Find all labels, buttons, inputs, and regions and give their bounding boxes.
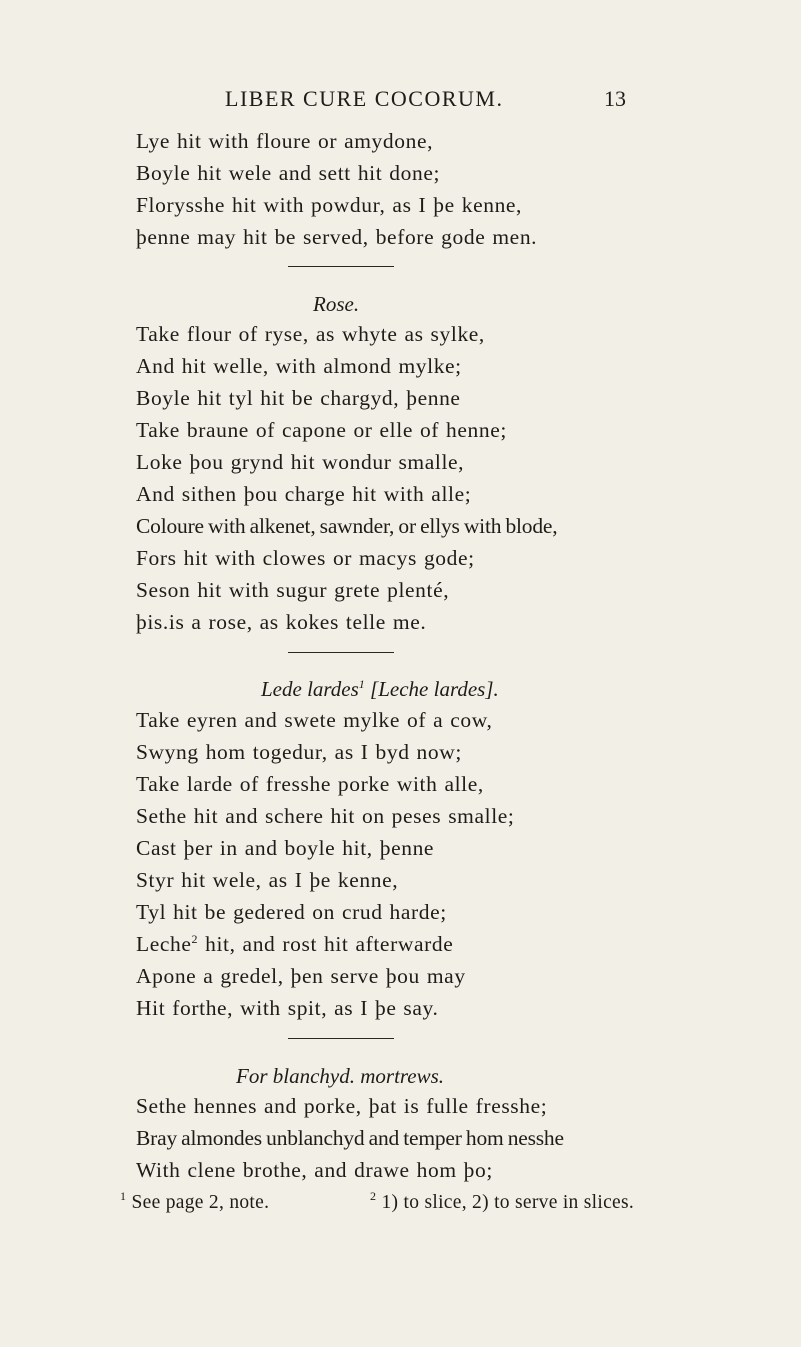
section-divider (288, 1038, 394, 1039)
footnote-text: See page 2, note. (131, 1192, 270, 1213)
section-divider (288, 652, 394, 653)
verse-line: Apone a gredel, þen serve þou may (136, 964, 466, 988)
verse-line: Sethe hennes and porke, þat is fulle fresshe; (136, 1094, 548, 1118)
verse-line-rest: hit, and rost hit afterwarde (198, 932, 454, 956)
running-title: LIBER CURE COCORUM. (225, 86, 504, 111)
verse-line: Take flour of ryse, as whyte as sylke, (136, 322, 485, 346)
verse-line: Take braune of capone or elle of henne; (136, 418, 507, 442)
verse-line (136, 932, 453, 957)
verse-line: Bray almondes unblanchyd and temper hom nesshe (136, 1126, 564, 1150)
verse-line: Fors hit with clowes or macys gode; (136, 546, 475, 570)
footnote-marker: 2 (370, 1189, 377, 1203)
footnote-1 (120, 1189, 270, 1214)
page-number: 13 (604, 86, 626, 111)
footnote-text: 1) to slice, 2) to serve in slices. (381, 1192, 635, 1213)
recipe-heading-lede-lardes (261, 677, 499, 702)
footnote-2 (370, 1189, 635, 1214)
verse-line: Boyle hit wele and sett hit done; (136, 161, 441, 185)
verse-line: With clene brothe, and drawe hom þo; (136, 1158, 493, 1182)
verse-line: Coloure with alkenet, sawnder, or ellys with blode, (136, 514, 558, 538)
verse-line: Swyng hom togedur, as I byd now; (136, 740, 462, 764)
verse-line: Cast þer in and boyle hit, þenne (136, 836, 435, 860)
verse-line: Sethe hit and schere hit on peses smalle; (136, 804, 515, 828)
heading-text: Lede lardes (261, 677, 359, 701)
footnote-marker: 2 (191, 932, 199, 946)
footnote-marker: 1 (120, 1189, 127, 1203)
verse-line: Boyle hit tyl hit be chargyd, þenne (136, 386, 461, 410)
verse-line: Take eyren and swete mylke of a cow, (136, 708, 493, 732)
verse-word: Leche (136, 932, 192, 956)
verse-line: And sithen þou charge hit with alle; (136, 482, 472, 506)
verse-line: Florysshe hit with powdur, as I þe kenne, (136, 193, 523, 217)
heading-text-alt: [Leche lardes]. (370, 677, 499, 701)
verse-line: Tyl hit be gedered on crud harde; (136, 900, 447, 924)
verse-line: þis.is a rose, as kokes telle me. (136, 610, 427, 634)
section-divider (288, 266, 394, 267)
verse-line: þenne may hit be served, before gode men. (136, 225, 538, 249)
verse-line: Take larde of fresshe porke with alle, (136, 772, 484, 796)
verse-line: Seson hit with sugur grete plenté, (136, 578, 450, 602)
verse-line: Styr hit wele, as I þe kenne, (136, 868, 399, 892)
recipe-heading-rose: Rose. (313, 292, 360, 316)
recipe-heading-blanchyd-mortrews: For blanchyd. mortrews. (236, 1064, 445, 1088)
footnote-marker: 1 (358, 677, 365, 691)
verse-line: Hit forthe, with spit, as I þe say. (136, 996, 439, 1020)
verse-line: Loke þou grynd hit wondur smalle, (136, 450, 465, 474)
verse-line: And hit welle, with almond mylke; (136, 354, 462, 378)
verse-line: Lye hit with floure or amydone, (136, 129, 434, 153)
